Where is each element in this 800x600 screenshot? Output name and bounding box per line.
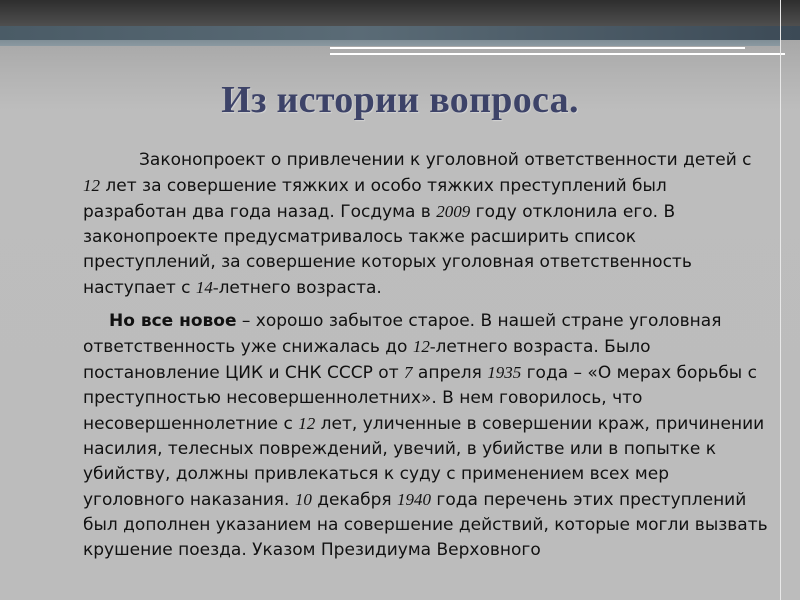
numeric-text: 12-	[412, 337, 436, 356]
numeric-text: 1935	[487, 363, 522, 382]
numeric-text: 1940	[397, 490, 432, 509]
paragraph-2	[83, 309, 773, 563]
text-run: года перечень этих преступлений был дополнен указанием на совершение действий, которые могли вызвать крушение поезда. Указом Президиума Верховного	[83, 490, 768, 560]
numeric-text: 14-	[195, 278, 219, 297]
text-run: летнего возраста.	[218, 278, 382, 298]
accent-strip	[0, 40, 780, 46]
decorative-line-upper	[330, 47, 745, 49]
slide-body	[83, 148, 773, 563]
numeric-text: 12	[298, 414, 316, 433]
text-run: лет за совершение тяжких и особо тяжких преступлений был разработан два года назад. Госдума в	[83, 176, 667, 222]
slate-accent-bar	[0, 26, 800, 40]
text-run: апреля	[412, 363, 488, 383]
numeric-text: 12	[83, 176, 100, 195]
text-run: года – «О мерах борьбы с преступностью несовершеннолетних». В нем говорилось, что несовершеннолетние с	[83, 363, 757, 434]
text-run: летнего возраста. Было постановление ЦИК и СНК СССР от	[83, 337, 651, 383]
text-run: Законопроект о привлечении к уголовной ответственности детей с	[139, 150, 752, 170]
text-run: лет, уличенные в совершении краж, причинении насилия, телесных повреждений, увечий, в убийстве или в попытке к убийству, должны привлекаться к суду с применением всех мер уголовного наказания.	[83, 414, 765, 510]
paragraph-1	[83, 148, 773, 301]
numeric-text: 2009	[436, 202, 471, 221]
numeric-text: 7	[404, 363, 413, 382]
decorative-line-lower	[330, 53, 785, 55]
numeric-text: 10	[294, 490, 312, 509]
slide-title: Из истории вопроса.	[221, 79, 579, 121]
text-run: – хорошо забытое старое. В нашей стране уголовная ответственность уже снижалась до	[83, 311, 722, 357]
text-run: декабря	[311, 490, 398, 510]
text-run: году отклонила его. В законопроекте предусматривалось также расширить список преступлений, за совершение которых уголовная ответственность наступает с	[83, 202, 692, 298]
bold-text: Но все новое	[109, 311, 237, 331]
